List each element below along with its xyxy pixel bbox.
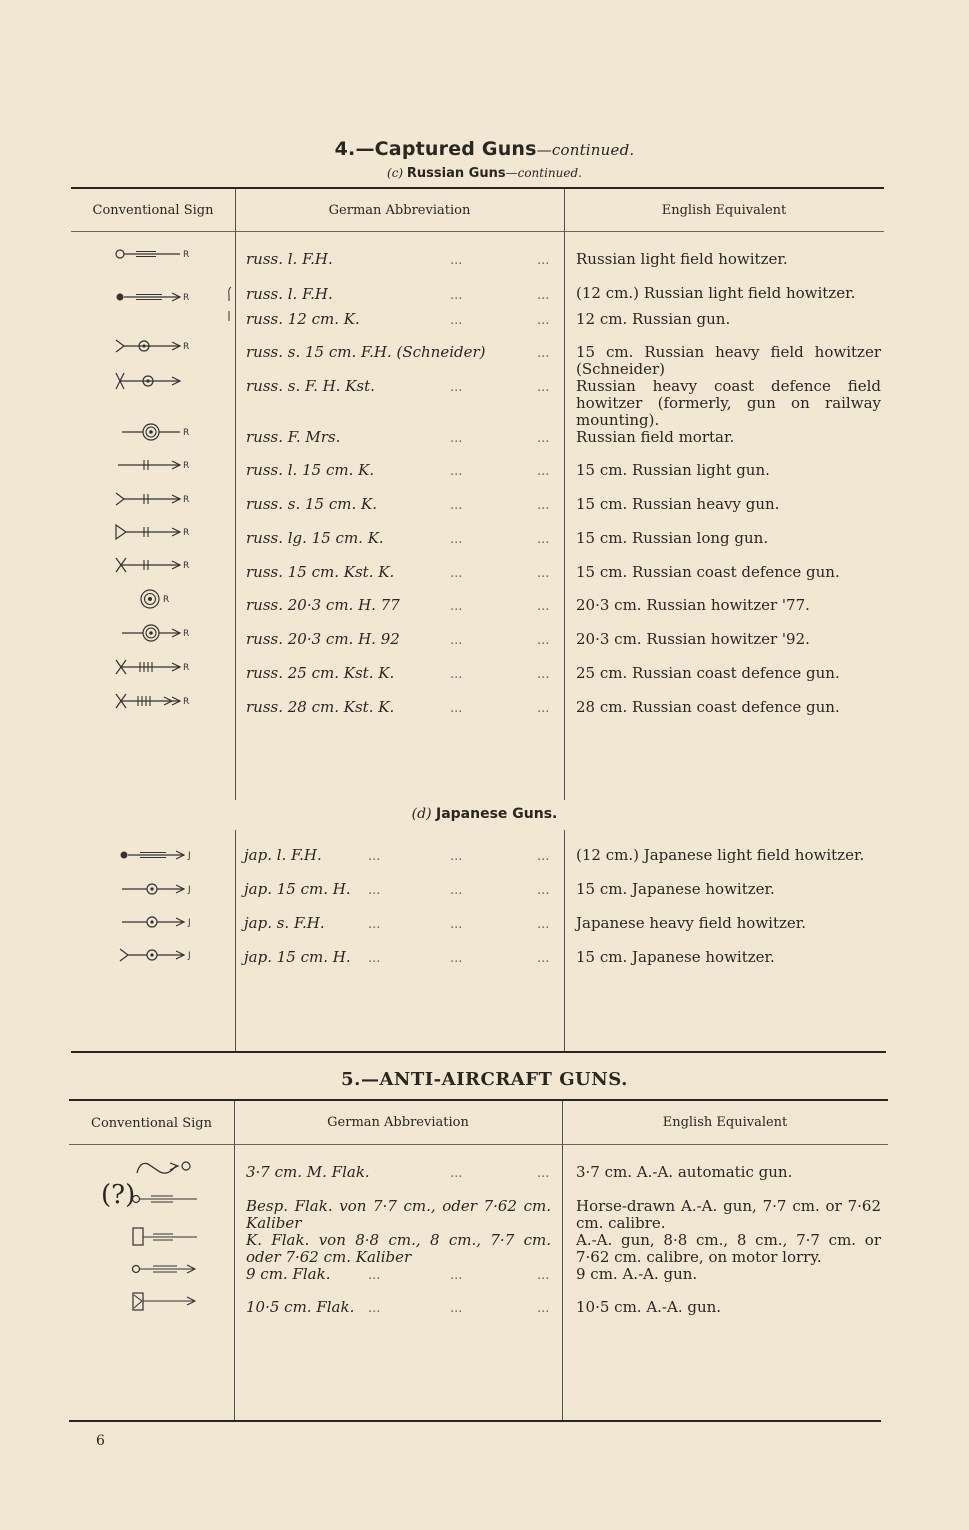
leader-dots: ... bbox=[537, 849, 550, 864]
sign-letter: R bbox=[183, 663, 190, 673]
leader-dots: ... bbox=[368, 849, 381, 864]
sign-letter: R bbox=[183, 528, 190, 538]
leader-dots: ... bbox=[450, 1301, 463, 1316]
leader-dots: ... bbox=[450, 313, 463, 328]
english-equivalent: 20·3 cm. Russian howitzer '77. bbox=[576, 596, 810, 614]
english-equivalent: 3·7 cm. A.-A. automatic gun. bbox=[576, 1163, 793, 1181]
german-abbreviation: russ. F. Mrs. bbox=[246, 428, 341, 446]
german-abbreviation: russ. s. 15 cm. K. bbox=[246, 495, 377, 513]
german-abbreviation: 3·7 cm. M. Flak. bbox=[246, 1163, 370, 1181]
german-abbreviation: 9 cm. Flak. bbox=[246, 1265, 331, 1283]
leader-dots: ... bbox=[537, 1166, 550, 1181]
horse-drawn-aa-gun-sign-icon bbox=[131, 1190, 201, 1208]
leader-dots: ... bbox=[450, 532, 463, 547]
japanese-title-prefix: (d) bbox=[411, 806, 436, 822]
leader-dots: ... bbox=[450, 883, 463, 898]
table-top-rule bbox=[71, 187, 884, 189]
sign-letter: J bbox=[188, 851, 191, 861]
subsection-prefix: (c) bbox=[387, 166, 407, 180]
header-conventional-sign: Conventional Sign bbox=[91, 1116, 212, 1131]
english-equivalent: Japanese heavy field howitzer. bbox=[576, 914, 807, 932]
german-abbreviation: 10·5 cm. Flak. bbox=[246, 1298, 355, 1316]
sign-letter: J bbox=[188, 918, 191, 928]
question-mark-label: (?) bbox=[101, 1180, 136, 1210]
german-abbreviation: russ. l. 15 cm. K. bbox=[246, 461, 375, 479]
sign-letter: R bbox=[183, 293, 190, 303]
leader-dots: ... bbox=[537, 883, 550, 898]
leader-dots: ... bbox=[537, 380, 550, 395]
german-abbreviation: russ. lg. 15 cm. K. bbox=[246, 529, 384, 547]
section-title-continued: —continued. bbox=[536, 141, 635, 159]
leader-dots: ... bbox=[450, 1268, 463, 1283]
light-field-howitzer-sign-icon bbox=[114, 245, 204, 263]
header-english-equivalent: English Equivalent bbox=[661, 203, 787, 218]
english-equivalent: 20·3 cm. Russian howitzer '92. bbox=[576, 630, 810, 648]
table-bottom-rule bbox=[71, 1051, 886, 1053]
english-equivalent: (12 cm.) Japanese light field howitzer. bbox=[576, 846, 865, 864]
german-abbreviation: K. Flak. von 8·8 cm., 8 cm., 7·7 cm. oder 7·62 cm. Kaliber bbox=[246, 1231, 551, 1266]
leader-dots: ... bbox=[537, 566, 550, 581]
leader-dots: ... bbox=[450, 951, 463, 966]
japanese-light-field-howitzer-sign-icon bbox=[118, 846, 204, 864]
leader-dots: ... bbox=[537, 599, 550, 614]
leader-dots: ... bbox=[537, 701, 550, 716]
long-gun-sign-icon bbox=[114, 523, 204, 541]
light-gun-sign-icon bbox=[114, 456, 204, 474]
leader-dots: ... bbox=[450, 667, 463, 682]
table-top-rule bbox=[69, 1099, 888, 1101]
english-equivalent: 12 cm. Russian gun. bbox=[576, 310, 731, 328]
column-divider bbox=[235, 189, 236, 800]
japanese-15cm-howitzer-sign-icon bbox=[118, 946, 204, 964]
section-title-text: 4.—Captured Guns bbox=[334, 138, 537, 160]
column-divider bbox=[564, 830, 565, 1052]
leader-dots: ... bbox=[450, 288, 463, 303]
anti-aircraft-title: 5.—ANTI-AIRCRAFT GUNS. bbox=[341, 1069, 628, 1090]
german-abbreviation: russ. 12 cm. K. bbox=[246, 310, 360, 328]
leader-dots: ... bbox=[450, 1166, 463, 1181]
field-mortar-sign-icon bbox=[114, 421, 204, 443]
german-abbreviation: jap. l. F.H. bbox=[244, 846, 322, 864]
header-conventional-sign: Conventional Sign bbox=[92, 203, 214, 218]
leader-dots: ... bbox=[368, 1301, 381, 1316]
coast-defence-gun-28-sign-icon bbox=[114, 692, 204, 710]
header-english-equivalent: English Equivalent bbox=[662, 1115, 788, 1130]
header-rule bbox=[69, 1144, 888, 1145]
leader-dots: ... bbox=[537, 633, 550, 648]
subsection-name: Russian Guns bbox=[406, 166, 506, 181]
header-german-abbreviation: German Abbreviation bbox=[327, 1115, 469, 1130]
coast-defence-gun-25-sign-icon bbox=[114, 658, 204, 676]
subsection-continued: —continued. bbox=[505, 166, 582, 180]
leader-dots: ... bbox=[450, 380, 463, 395]
sign-letter: J bbox=[188, 951, 191, 961]
english-equivalent: 28 cm. Russian coast defence gun. bbox=[576, 698, 840, 716]
ten-cm-aa-gun-sign-icon bbox=[131, 1291, 201, 1313]
sign-letter: R bbox=[163, 595, 170, 605]
english-equivalent: (12 cm.) Russian light field howitzer. bbox=[576, 284, 856, 302]
column-divider bbox=[234, 1101, 235, 1421]
sign-letter: J bbox=[188, 885, 191, 895]
sign-letter: R bbox=[183, 342, 190, 352]
sign-letter: R bbox=[183, 495, 190, 505]
howitzer-77-sign-icon bbox=[137, 588, 187, 610]
english-equivalent: 15 cm. Russian heavy gun. bbox=[576, 495, 780, 513]
leader-dots: ... bbox=[537, 253, 550, 268]
heavy-gun-sign-icon bbox=[114, 490, 204, 508]
leader-dots: ... bbox=[450, 917, 463, 932]
english-equivalent: Russian heavy coast defence field howitzer (formerly, gun on railway mounting). bbox=[576, 377, 881, 429]
english-equivalent: 15 cm. Russian heavy field howitzer (Schneider) bbox=[576, 343, 881, 378]
leader-dots: ... bbox=[537, 498, 550, 513]
leader-dots: ... bbox=[450, 633, 463, 648]
coast-defence-gun-sign-icon bbox=[114, 556, 204, 574]
coast-defence-howitzer-sign-icon bbox=[114, 370, 204, 392]
section-title bbox=[0, 138, 969, 160]
leader-dots: ... bbox=[368, 951, 381, 966]
sign-letter: R bbox=[183, 561, 190, 571]
english-equivalent: 10·5 cm. A.-A. gun. bbox=[576, 1298, 722, 1316]
column-divider bbox=[564, 189, 565, 800]
leader-dots: ... bbox=[450, 431, 463, 446]
bracket-icon bbox=[226, 285, 234, 325]
leader-dots: ... bbox=[537, 917, 550, 932]
leader-dots: ... bbox=[537, 1301, 550, 1316]
page-number: 6 bbox=[96, 1433, 105, 1449]
leader-dots: ... bbox=[450, 849, 463, 864]
german-abbreviation: jap. 15 cm. H. bbox=[244, 948, 351, 966]
leader-dots: ... bbox=[537, 431, 550, 446]
german-abbreviation: russ. s. 15 cm. F.H. (Schneider) bbox=[246, 343, 486, 361]
sign-letter: R bbox=[183, 250, 190, 260]
leader-dots: ... bbox=[368, 917, 381, 932]
motor-lorry-aa-gun-sign-icon bbox=[131, 1226, 201, 1248]
german-abbreviation: russ. 20·3 cm. H. 92 bbox=[246, 630, 400, 648]
english-equivalent: 9 cm. A.-A. gun. bbox=[576, 1265, 698, 1283]
subsection-title bbox=[0, 166, 969, 181]
german-abbreviation: russ. s. F. H. Kst. bbox=[246, 377, 375, 395]
german-abbreviation: Besp. Flak. von 7·7 cm., oder 7·62 cm. Kaliber bbox=[246, 1197, 551, 1232]
howitzer-92-sign-icon bbox=[114, 622, 204, 644]
column-divider bbox=[235, 830, 236, 1052]
leader-dots: ... bbox=[537, 464, 550, 479]
english-equivalent: Russian light field howitzer. bbox=[576, 250, 788, 268]
leader-dots: ... bbox=[450, 498, 463, 513]
leader-dots: ... bbox=[537, 313, 550, 328]
header-rule bbox=[71, 231, 884, 232]
leader-dots: ... bbox=[450, 701, 463, 716]
heavy-field-howitzer-sign-icon bbox=[114, 337, 204, 355]
sign-letter: R bbox=[183, 629, 190, 639]
table-bottom-rule bbox=[69, 1420, 881, 1422]
german-abbreviation: jap. s. F.H. bbox=[244, 914, 325, 932]
leader-dots: ... bbox=[368, 1268, 381, 1283]
japanese-title-text: Japanese Guns. bbox=[435, 806, 558, 822]
english-equivalent: 25 cm. Russian coast defence gun. bbox=[576, 664, 840, 682]
leader-dots: ... bbox=[537, 951, 550, 966]
leader-dots: ... bbox=[450, 253, 463, 268]
english-equivalent: Horse-drawn A.-A. gun, 7·7 cm. or 7·62 cm. calibre. bbox=[576, 1197, 881, 1232]
automatic-aa-gun-sign-icon bbox=[134, 1156, 198, 1180]
sign-letter: R bbox=[183, 697, 190, 707]
english-equivalent: 15 cm. Japanese howitzer. bbox=[576, 880, 775, 898]
leader-dots: ... bbox=[450, 566, 463, 581]
sign-letter: R bbox=[183, 428, 190, 438]
japanese-section-title bbox=[0, 806, 969, 822]
nine-cm-aa-gun-sign-icon bbox=[131, 1260, 201, 1278]
german-abbreviation: russ. 25 cm. Kst. K. bbox=[246, 664, 395, 682]
english-equivalent: 15 cm. Japanese howitzer. bbox=[576, 948, 775, 966]
leader-dots: ... bbox=[537, 667, 550, 682]
leader-dots: ... bbox=[450, 599, 463, 614]
english-equivalent: 15 cm. Russian coast defence gun. bbox=[576, 563, 840, 581]
english-equivalent: 15 cm. Russian long gun. bbox=[576, 529, 769, 547]
german-abbreviation: russ. l. F.H. bbox=[246, 250, 333, 268]
german-abbreviation: russ. 15 cm. Kst. K. bbox=[246, 563, 395, 581]
english-equivalent: A.-A. gun, 8·8 cm., 8 cm., 7·7 cm. or 7·62 cm. calibre, on motor lorry. bbox=[576, 1231, 881, 1266]
german-abbreviation: russ. l. F.H. bbox=[246, 285, 333, 303]
column-divider bbox=[562, 1101, 563, 1421]
japanese-howitzer-sign-icon bbox=[118, 880, 204, 898]
japanese-heavy-field-howitzer-sign-icon bbox=[118, 913, 204, 931]
leader-dots: ... bbox=[537, 1268, 550, 1283]
german-abbreviation: russ. 20·3 cm. H. 77 bbox=[246, 596, 400, 614]
leader-dots: ... bbox=[450, 464, 463, 479]
sign-letter: R bbox=[183, 461, 190, 471]
leader-dots: ... bbox=[537, 288, 550, 303]
leader-dots: ... bbox=[537, 346, 550, 361]
leader-dots: ... bbox=[537, 532, 550, 547]
header-german-abbreviation: German Abbreviation bbox=[328, 203, 471, 218]
twelve-cm-field-howitzer-sign-icon bbox=[114, 288, 204, 306]
german-abbreviation: russ. 28 cm. Kst. K. bbox=[246, 698, 395, 716]
english-equivalent: Russian field mortar. bbox=[576, 428, 735, 446]
english-equivalent: 15 cm. Russian light gun. bbox=[576, 461, 770, 479]
german-abbreviation: jap. 15 cm. H. bbox=[244, 880, 351, 898]
leader-dots: ... bbox=[368, 883, 381, 898]
